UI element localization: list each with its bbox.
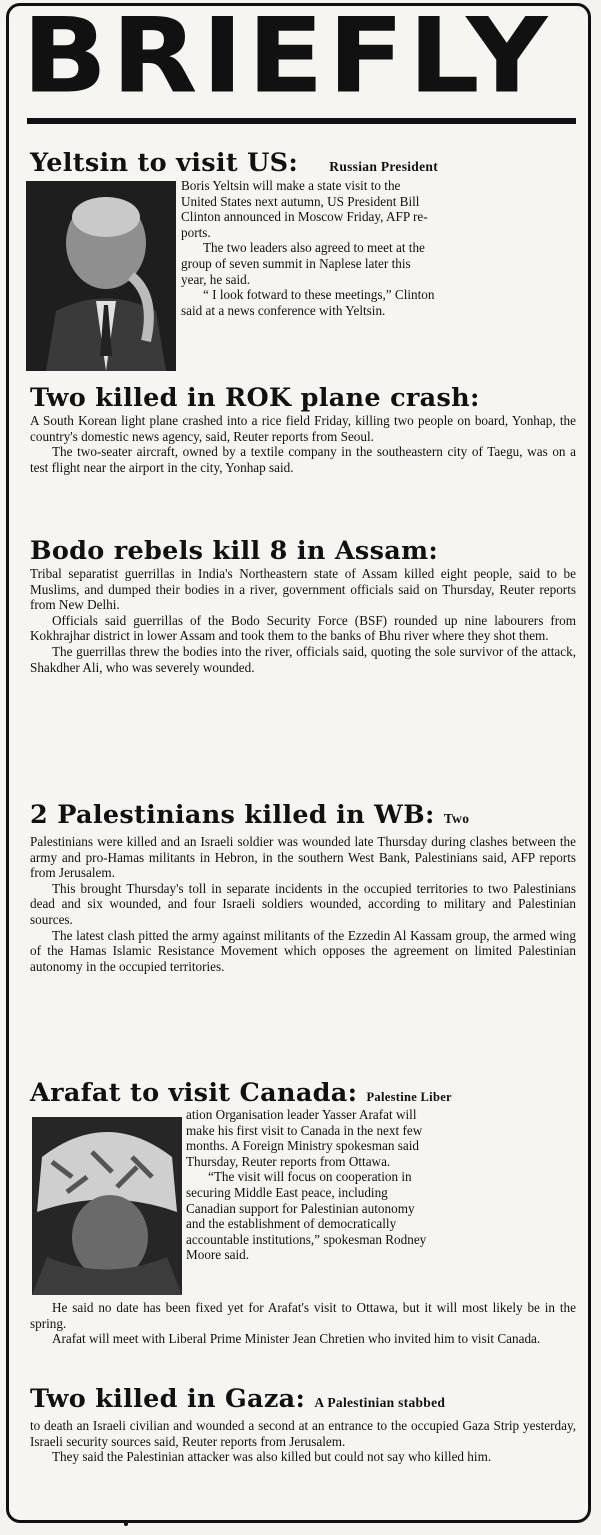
arafat-photo (32, 1117, 182, 1295)
body-paragraph: Arafat will meet with Liberal Prime Minister Jean Chretien who invited him to visit Canada. (52, 1331, 541, 1347)
story-headline (30, 800, 576, 834)
headline-text: Two killed in Gaza: (30, 1384, 306, 1414)
masthead-title: BRIEFLY (22, 0, 552, 117)
body-line: Clinton announced in Moscow Friday, AFP re- (181, 209, 428, 225)
body-line: ports. (181, 224, 211, 240)
headline-text: Yeltsin to visit US: (30, 148, 299, 178)
body-paragraph: The guerrillas threw the bodies into the river, officials said, quoting the sole survivor of the attack, Shakdher Ali, who was severely wounded. (30, 643, 576, 675)
bullet-dot (124, 1522, 128, 1526)
lead-text: Two (443, 811, 470, 826)
body-paragraph: to death an Israeli civilian and wounded a second at an entrance to the occupied Gaza Strip yesterday, Israeli security sources said, Reuter reports from Jerusalem. (30, 1418, 576, 1449)
story-rok (30, 383, 576, 475)
body-line: The two leaders also agreed to meet at the (203, 240, 425, 256)
body-line: Boris Yeltsin will make a state visit to the (181, 178, 401, 193)
body-paragraph: He said no date has been fixed yet for Arafat's visit to Ottawa, but it will most likely be in the spring. (30, 1300, 576, 1331)
body-line: year, he said. (181, 271, 251, 287)
body-paragraph: A South Korean light plane crashed into a rice field Friday, killing two people on board, Yonhap, the country's domestic news agency, said, Reuter reports from Seoul. (30, 413, 576, 444)
body-line: securing Middle East peace, including (186, 1184, 388, 1200)
lead-text: A Palestinian stabbed (314, 1395, 446, 1410)
arafat-body-continued (30, 1300, 576, 1347)
headline-text: 2 Palestinians killed in WB: (30, 800, 435, 830)
body-paragraph: The two-seater aircraft, owned by a textile company in the southeastern city of Taegu, was on a test flight near the airport in the city, Yonhap said. (30, 444, 576, 475)
body-line: group of seven summit in Naplese later this (181, 255, 411, 271)
lead-text: Palestine Liber (366, 1090, 452, 1104)
body-line: accountable institutions,” spokesman Rodney (186, 1231, 427, 1247)
body-line: Thursday, Reuter reports from Ottawa. (186, 1153, 391, 1169)
masthead-rule (27, 118, 576, 124)
body-line: make his first visit to Canada in the next few (186, 1122, 423, 1138)
body-paragraph: This brought Thursday's toll in separate incidents in the occupied territories to two Palestinians dead and six wounded, and four Israeli soldiers wounded, according to military and Palestinian sources. (30, 880, 576, 927)
story-yeltsin (30, 148, 576, 182)
body-line: United States next autumn, US President Bill (181, 193, 420, 209)
body-line: “The visit will focus on cooperation in (208, 1169, 412, 1185)
body-line: Moore said. (186, 1247, 249, 1263)
story-headline (30, 148, 576, 182)
story-gaza (30, 1384, 576, 1465)
body-paragraph: The latest clash pitted the army against militants of the Ezzedin Al Kassam group, the armed wing of the Hamas Islamic Resistance Movement which opposes the agreement on limited Palestinian autonomy in the occupied territories. (30, 927, 576, 974)
story-bodo (30, 536, 576, 675)
body-paragraph: Officials said guerrillas of the Bodo Security Force (BSF) rounded up nine labourers from Kokhrajhar district in lower Assam and took them to the banks of Bhu river where they shot them. (30, 612, 576, 644)
yeltsin-photo (26, 181, 176, 371)
body-line: Canadian support for Palestinian autonomy (186, 1200, 415, 1216)
body-paragraph: Palestinians were killed and an Israeli soldier was wounded late Thursday during clashes between the army and pro-Hamas militants in Hebron, in the southern West Bank, Palestinians said, AFP reports from Jerusalem. (30, 834, 576, 881)
story-body (30, 413, 576, 475)
story-palestinians (30, 800, 576, 974)
body-line: and the establishment of democratically (186, 1216, 397, 1232)
headline-text: Two killed in ROK plane crash: (30, 383, 480, 413)
body-line: said at a news conference with Yeltsin. (181, 302, 386, 318)
body-line: “ I look fotward to these meetings,” Clinton (203, 287, 435, 303)
story-headline (30, 1384, 576, 1418)
body-paragraph: They said the Palestinian attacker was also killed but could not say who killed him. (52, 1449, 492, 1465)
story-body (30, 834, 576, 974)
body-line: months. A Foreign Ministry spokesman said (186, 1138, 419, 1154)
story-body (30, 566, 576, 675)
body-paragraph: Tribal separatist guerrillas in India's Northeastern state of Assam killed eight people, said to be Muslims, and dumped their bodies in a river, government officials said on Thursday, Reuter reports from New Delhi. (30, 566, 576, 613)
headline-text: Arafat to visit Canada: (30, 1078, 358, 1108)
lead-text: Russian President (329, 159, 439, 174)
arafat-body-wrap (186, 1107, 576, 1263)
yeltsin-body (181, 178, 566, 318)
story-body (30, 1418, 576, 1465)
headline-text: Bodo rebels kill 8 in Assam: (30, 536, 439, 566)
body-line: ation Organisation leader Yasser Arafat will (186, 1107, 417, 1122)
story-body (30, 1300, 576, 1347)
